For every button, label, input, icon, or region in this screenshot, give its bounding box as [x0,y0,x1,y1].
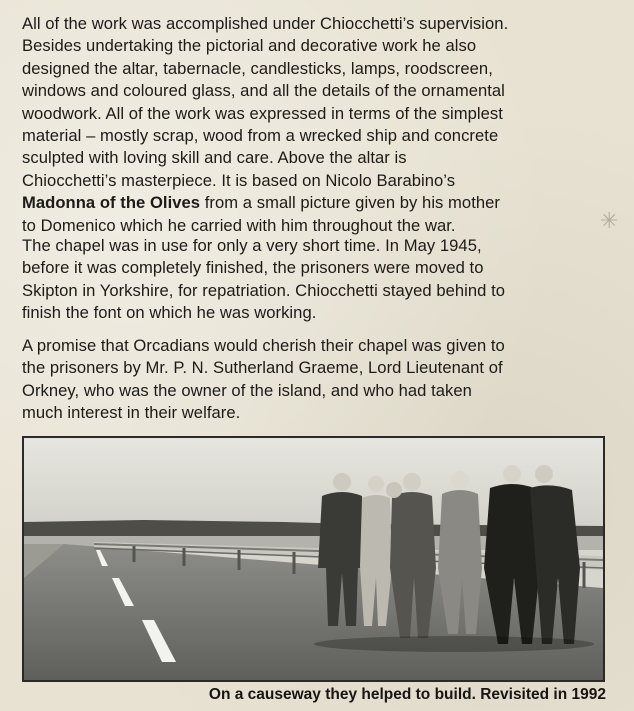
paragraph-3 [22,335,622,425]
text-line: sculpted with loving skill and care. Above the altar is [22,148,407,168]
text-line-rest: from a small picture given by his mother [200,193,501,213]
text-line: material – mostly scrap, wood from a wrecked ship and concrete [22,126,499,146]
text-line: designed the altar, tabernacle, candlesticks, lamps, roodscreen, [22,58,493,78]
text-line: All of the work was accomplished under Chiocchetti’s supervision. [22,14,509,33]
text-line: windows and coloured glass, and all the details of the ornamental [22,81,505,101]
paragraph-1 [22,13,622,237]
text-line: much interest in their welfare. [22,403,241,423]
text-line: finish the font on which he was working. [22,303,317,323]
text-line: Chiocchetti’s masterpiece. It is based on Nicolo Barabino’s [22,170,456,190]
text-line [22,192,622,214]
text-line: to Domenico which he carried with him throughout the war. [22,215,456,235]
photo-illustration [24,438,603,680]
photo-caption: On a causeway they helped to build. Revisited in 1992 [208,686,606,703]
text-line: before it was completely finished, the prisoners were moved to [22,258,484,278]
text-line: woodwork. All of the work was expressed in terms of the simplest [22,103,503,123]
text-line: the prisoners by Mr. P. N. Sutherland Graeme, Lord Lieutenant of [22,358,503,378]
paragraph-2 [22,235,622,325]
text-line: A promise that Orcadians would cherish their chapel was given to [22,336,505,355]
text-line: The chapel was in use for only a very short time. In May 1945, [22,236,482,255]
causeway-photo [22,436,605,682]
text-line: Orkney, who was the owner of the island, and who had taken [22,380,472,400]
text-line: Besides undertaking the pictorial and decorative work he also [22,36,477,56]
artwork-title: Madonna of the Olives [22,193,201,213]
decorative-mark: ✳ [600,208,619,233]
text-line: Skipton in Yorkshire, for repatriation. Chiocchetti stayed behind to [22,280,506,300]
